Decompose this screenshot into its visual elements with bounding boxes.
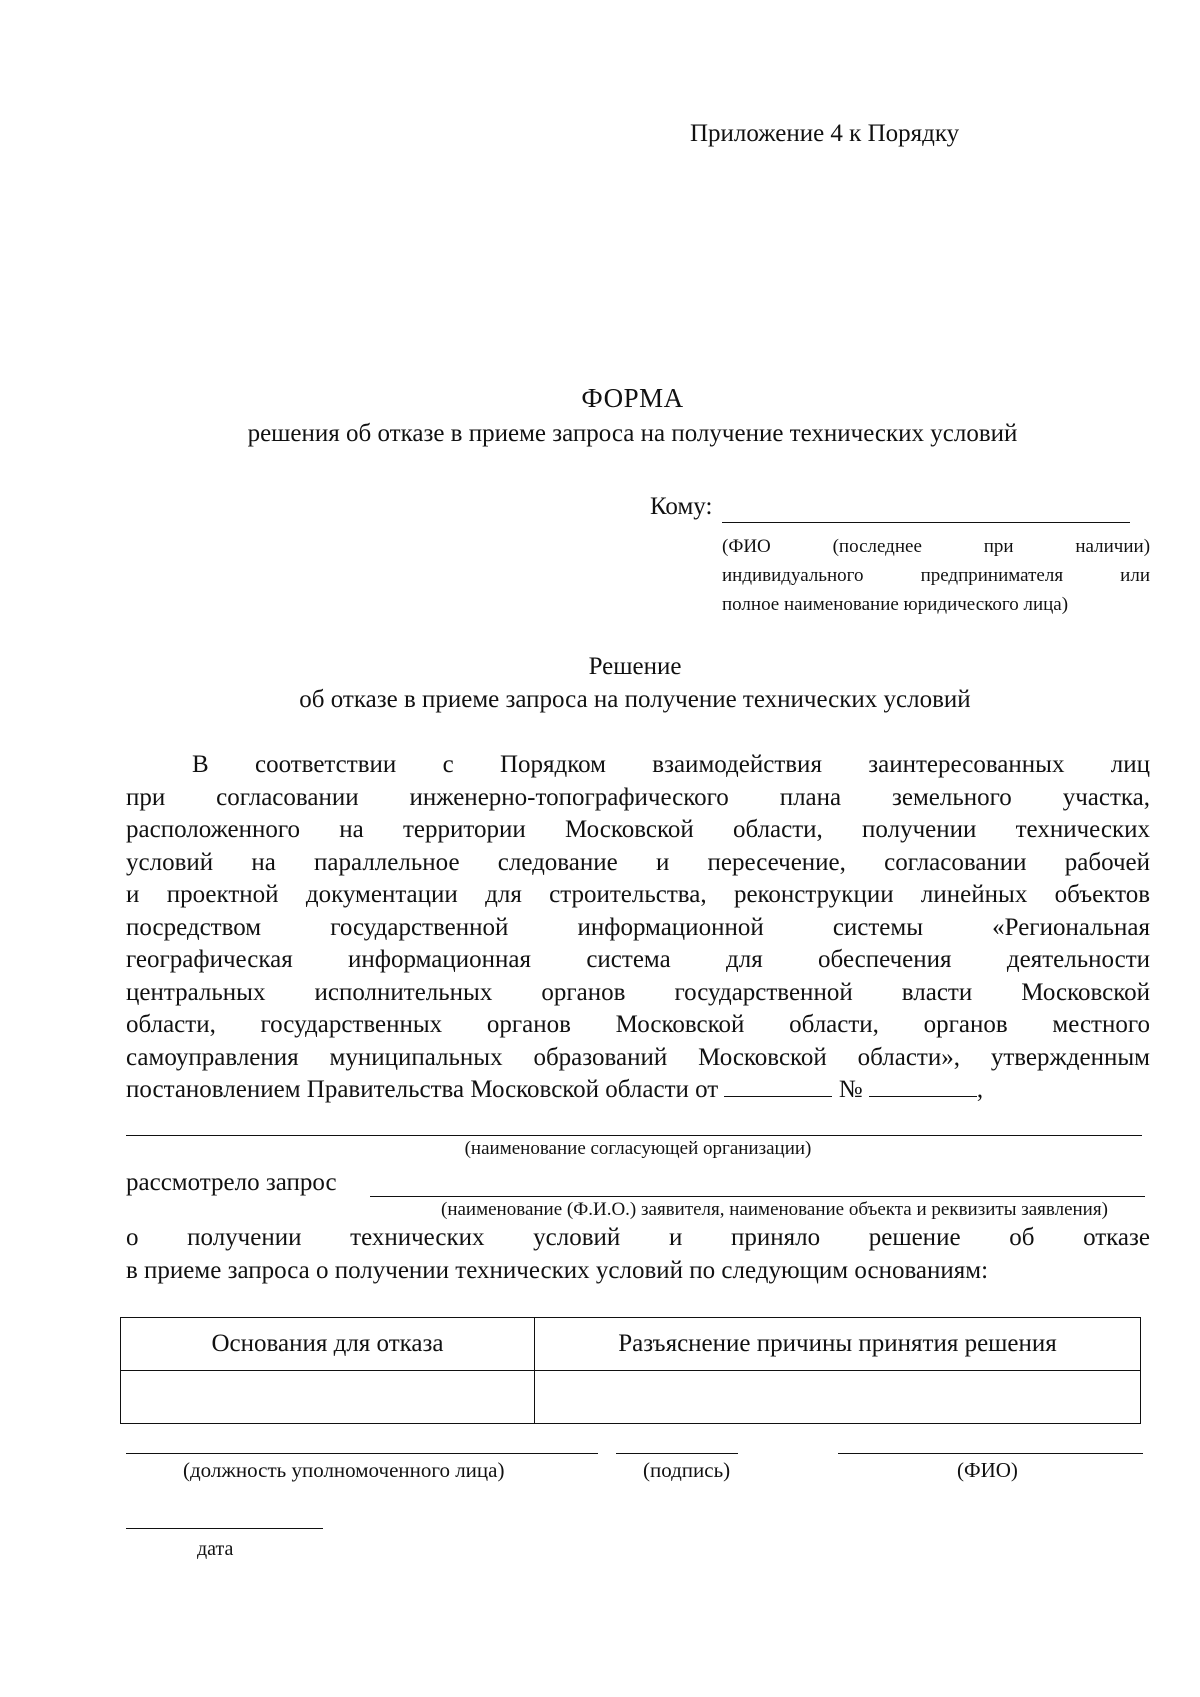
decision-subtitle: об отказе в приеме запроса на получение технических условий xyxy=(299,686,971,713)
table-cell-reasons xyxy=(121,1371,535,1424)
body-line: самоуправления муниципальных образований Московской области», утвержденным xyxy=(126,1043,1150,1071)
date-caption: дата xyxy=(197,1538,234,1560)
signature-blank-line xyxy=(616,1453,738,1454)
body-line-last xyxy=(126,1074,1150,1107)
table-row xyxy=(121,1371,1141,1424)
recipient-note xyxy=(722,532,1150,619)
table-cell-explanation xyxy=(535,1371,1141,1424)
comma: , xyxy=(976,1076,984,1103)
body-paragraph xyxy=(126,749,1150,1107)
table-header-row xyxy=(121,1318,1141,1371)
body-line: географическая информационная система для обеспечения деятельности xyxy=(126,946,1150,973)
form-title: ФОРМА xyxy=(581,383,684,413)
date-blank-line xyxy=(126,1528,323,1529)
applicant-caption: (наименование (Ф.И.О.) заявителя, наименование объекта и реквизиты заявления) xyxy=(441,1199,1108,1220)
table-header-reasons: Основания для отказа xyxy=(121,1318,535,1371)
organization-blank-line xyxy=(126,1135,1142,1136)
body-line: при согласовании инженерно-топографического плана земельного участка, xyxy=(126,783,1150,811)
reviewed-label: рассмотрело запрос xyxy=(126,1169,337,1196)
table-header-explanation: Разъяснение причины принятия решения xyxy=(535,1318,1141,1371)
name-caption: (ФИО) xyxy=(957,1458,1018,1482)
number-sign: № xyxy=(838,1076,863,1103)
recipient-label: Кому: xyxy=(650,493,713,520)
organization-caption: (наименование согласующей организации) xyxy=(464,1138,812,1159)
about-line: о получении технических условий и приняло решение об отказе xyxy=(126,1224,1150,1251)
body-line: области, государственных органов Московской области, органов местного xyxy=(126,1011,1150,1038)
recipient-note-line-1: (ФИО (последнее при наличии) xyxy=(722,536,1151,557)
body-line: В соответствии с Порядком взаимодействия заинтересованных лиц xyxy=(192,751,1150,778)
body-line: посредством государственной информационной системы «Региональная xyxy=(126,913,1150,941)
body-line: условий на параллельное следование и пересечение, согласовании рабочей xyxy=(126,848,1150,876)
decree-text: постановлением Правительства Московской области от xyxy=(126,1076,719,1103)
refusal-reasons-table xyxy=(120,1317,1141,1424)
recipient-note-line-3: полное наименование юридического лица) xyxy=(722,594,1069,615)
name-blank-line xyxy=(838,1453,1143,1454)
form-subtitle: решения об отказе в приеме запроса на получение технических условий xyxy=(247,420,1018,447)
body-line: расположенного на территории Московской области, получении технических xyxy=(126,816,1150,843)
decree-date-blank xyxy=(724,1074,832,1097)
decision-title: Решение xyxy=(588,653,682,680)
body-line: и проектной документации для строительства, реконструкции линейных объектов xyxy=(126,881,1150,908)
recipient-note-line-2: индивидуального предпринимателя или xyxy=(722,565,1150,586)
signature-caption: (подпись) xyxy=(643,1458,731,1482)
position-blank-line xyxy=(126,1453,598,1454)
about-paragraph xyxy=(126,1222,1150,1287)
about-line: в приеме запроса о получении технических условий по следующим основаниям: xyxy=(126,1256,989,1284)
decree-number-blank xyxy=(869,1074,977,1097)
position-caption: (должность уполномоченного лица) xyxy=(183,1458,505,1482)
body-line: центральных исполнительных органов государственной власти Московской xyxy=(126,978,1150,1006)
recipient-blank-line xyxy=(722,522,1130,523)
appendix-label: Приложение 4 к Порядку xyxy=(690,120,960,147)
applicant-blank-line xyxy=(370,1196,1145,1197)
